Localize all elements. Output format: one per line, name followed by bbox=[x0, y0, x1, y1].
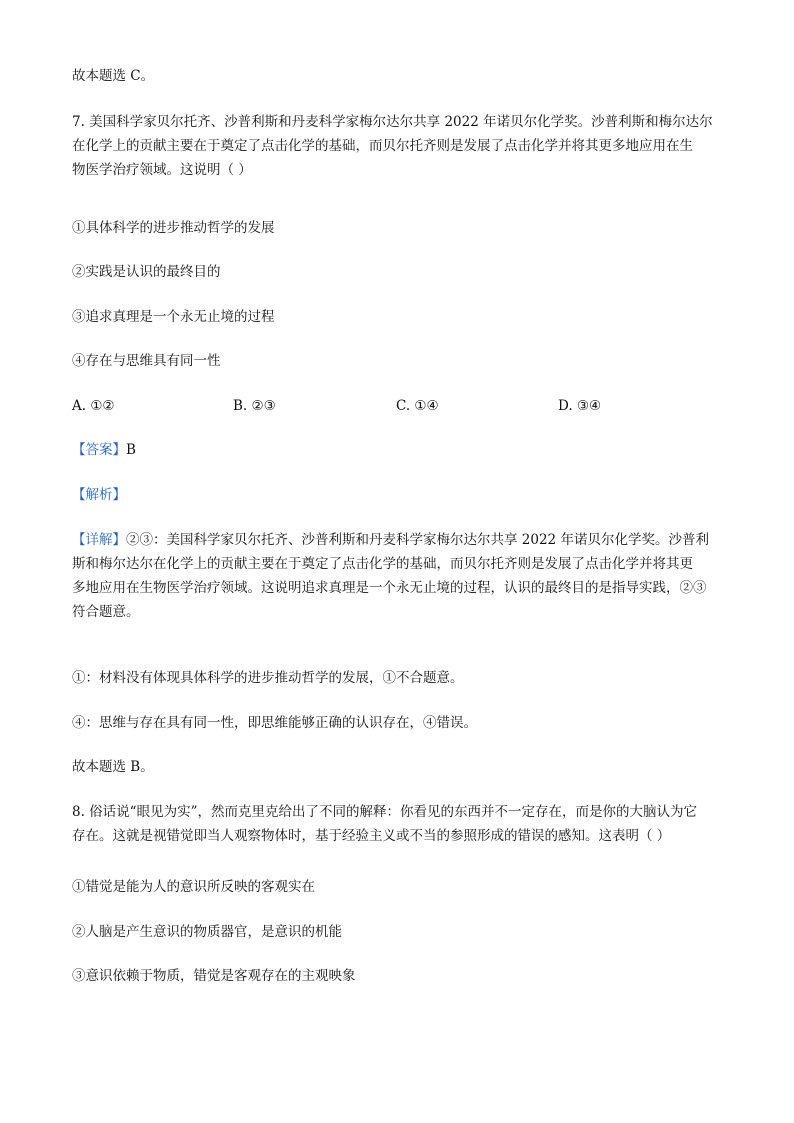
question-7-detail-line: 多地应用在生物医学治疗领域。这说明追求真理是一个永无止境的过程，认识的最终目的是指导实践，②③ bbox=[72, 580, 707, 596]
question-7-detail-line bbox=[72, 530, 732, 550]
question-7-statement-3: ③追求真理是一个永无止境的过程 bbox=[72, 309, 275, 325]
question-7-statement-2: ②实践是认识的最终目的 bbox=[72, 264, 221, 280]
question-7-note-1: ①：材料没有体现具体科学的进步推动哲学的发展，①不合题意。 bbox=[72, 670, 464, 686]
question-8-stem bbox=[72, 802, 732, 846]
question-7-option-a: A. ①② bbox=[72, 398, 115, 414]
question-7-analysis-heading bbox=[72, 485, 732, 505]
question-7-conclusion: 故本题选 B。 bbox=[72, 759, 154, 775]
question-8-statement-3: ③意识依赖于物质，错觉是客观存在的主观映象 bbox=[72, 968, 356, 984]
question-7-stem bbox=[72, 112, 732, 180]
question-7-stem-line: 物医学治疗领域。这说明（ ） bbox=[72, 162, 252, 178]
question-8-statement-1: ①错觉是能为人的意识所反映的客观实在 bbox=[72, 879, 315, 895]
answer-value: B bbox=[126, 442, 136, 458]
analysis-tag: 【解析】 bbox=[72, 487, 126, 503]
question-8-stem-line: 8. 俗话说“眼见为实”，然而克里克给出了不同的解释：你看见的东西并不一定存在，而是你的大脑认为它 bbox=[72, 804, 697, 820]
question-7-statement-4: ④存在与思维具有同一性 bbox=[72, 353, 221, 369]
question-7-stem-line: 7. 美国科学家贝尔托齐、沙普利斯和丹麦科学家梅尔达尔共享 2022 年诺贝尔化学奖。沙普利斯和梅尔达尔 bbox=[72, 114, 713, 130]
question-7-option-b: B. ②③ bbox=[233, 398, 276, 414]
question-7-stem-line: 在化学上的贡献主要在于奠定了点击化学的基础，而贝尔托齐则是发展了点击化学并将其更多地应用在生 bbox=[72, 138, 693, 154]
question-7-detail-text: ②③：美国科学家贝尔托齐、沙普利斯和丹麦科学家梅尔达尔共享 2022 年诺贝尔化学奖。沙普利 bbox=[126, 532, 709, 548]
question-7-note-4: ④：思维与存在具有同一性，即思维能够正确的认识存在，④错误。 bbox=[72, 715, 477, 731]
previous-conclusion: 故本题选 C。 bbox=[72, 68, 155, 84]
answer-tag: 【答案】 bbox=[72, 442, 126, 458]
question-7-option-c: C. ①④ bbox=[396, 398, 439, 414]
question-7-detail-line: 斯和梅尔达尔在化学上的贡献主要在于奠定了点击化学的基础，而贝尔托齐则是发展了点击化学并将其更 bbox=[72, 556, 693, 572]
detail-tag: 【详解】 bbox=[72, 532, 126, 548]
question-7-detail bbox=[72, 530, 732, 622]
question-8-stem-line: 存在。这就是视错觉即当人观察物体时，基于经验主义或不当的参照形成的错误的感知。这表明（ ） bbox=[72, 828, 671, 844]
question-7-detail-line: 符合题意。 bbox=[72, 604, 140, 620]
question-7-answer bbox=[72, 440, 732, 460]
question-7-statement-1: ①具体科学的进步推动哲学的发展 bbox=[72, 220, 275, 236]
question-8-statement-2: ②人脑是产生意识的物质器官，是意识的机能 bbox=[72, 924, 342, 940]
question-7-option-d: D. ③④ bbox=[558, 398, 602, 414]
